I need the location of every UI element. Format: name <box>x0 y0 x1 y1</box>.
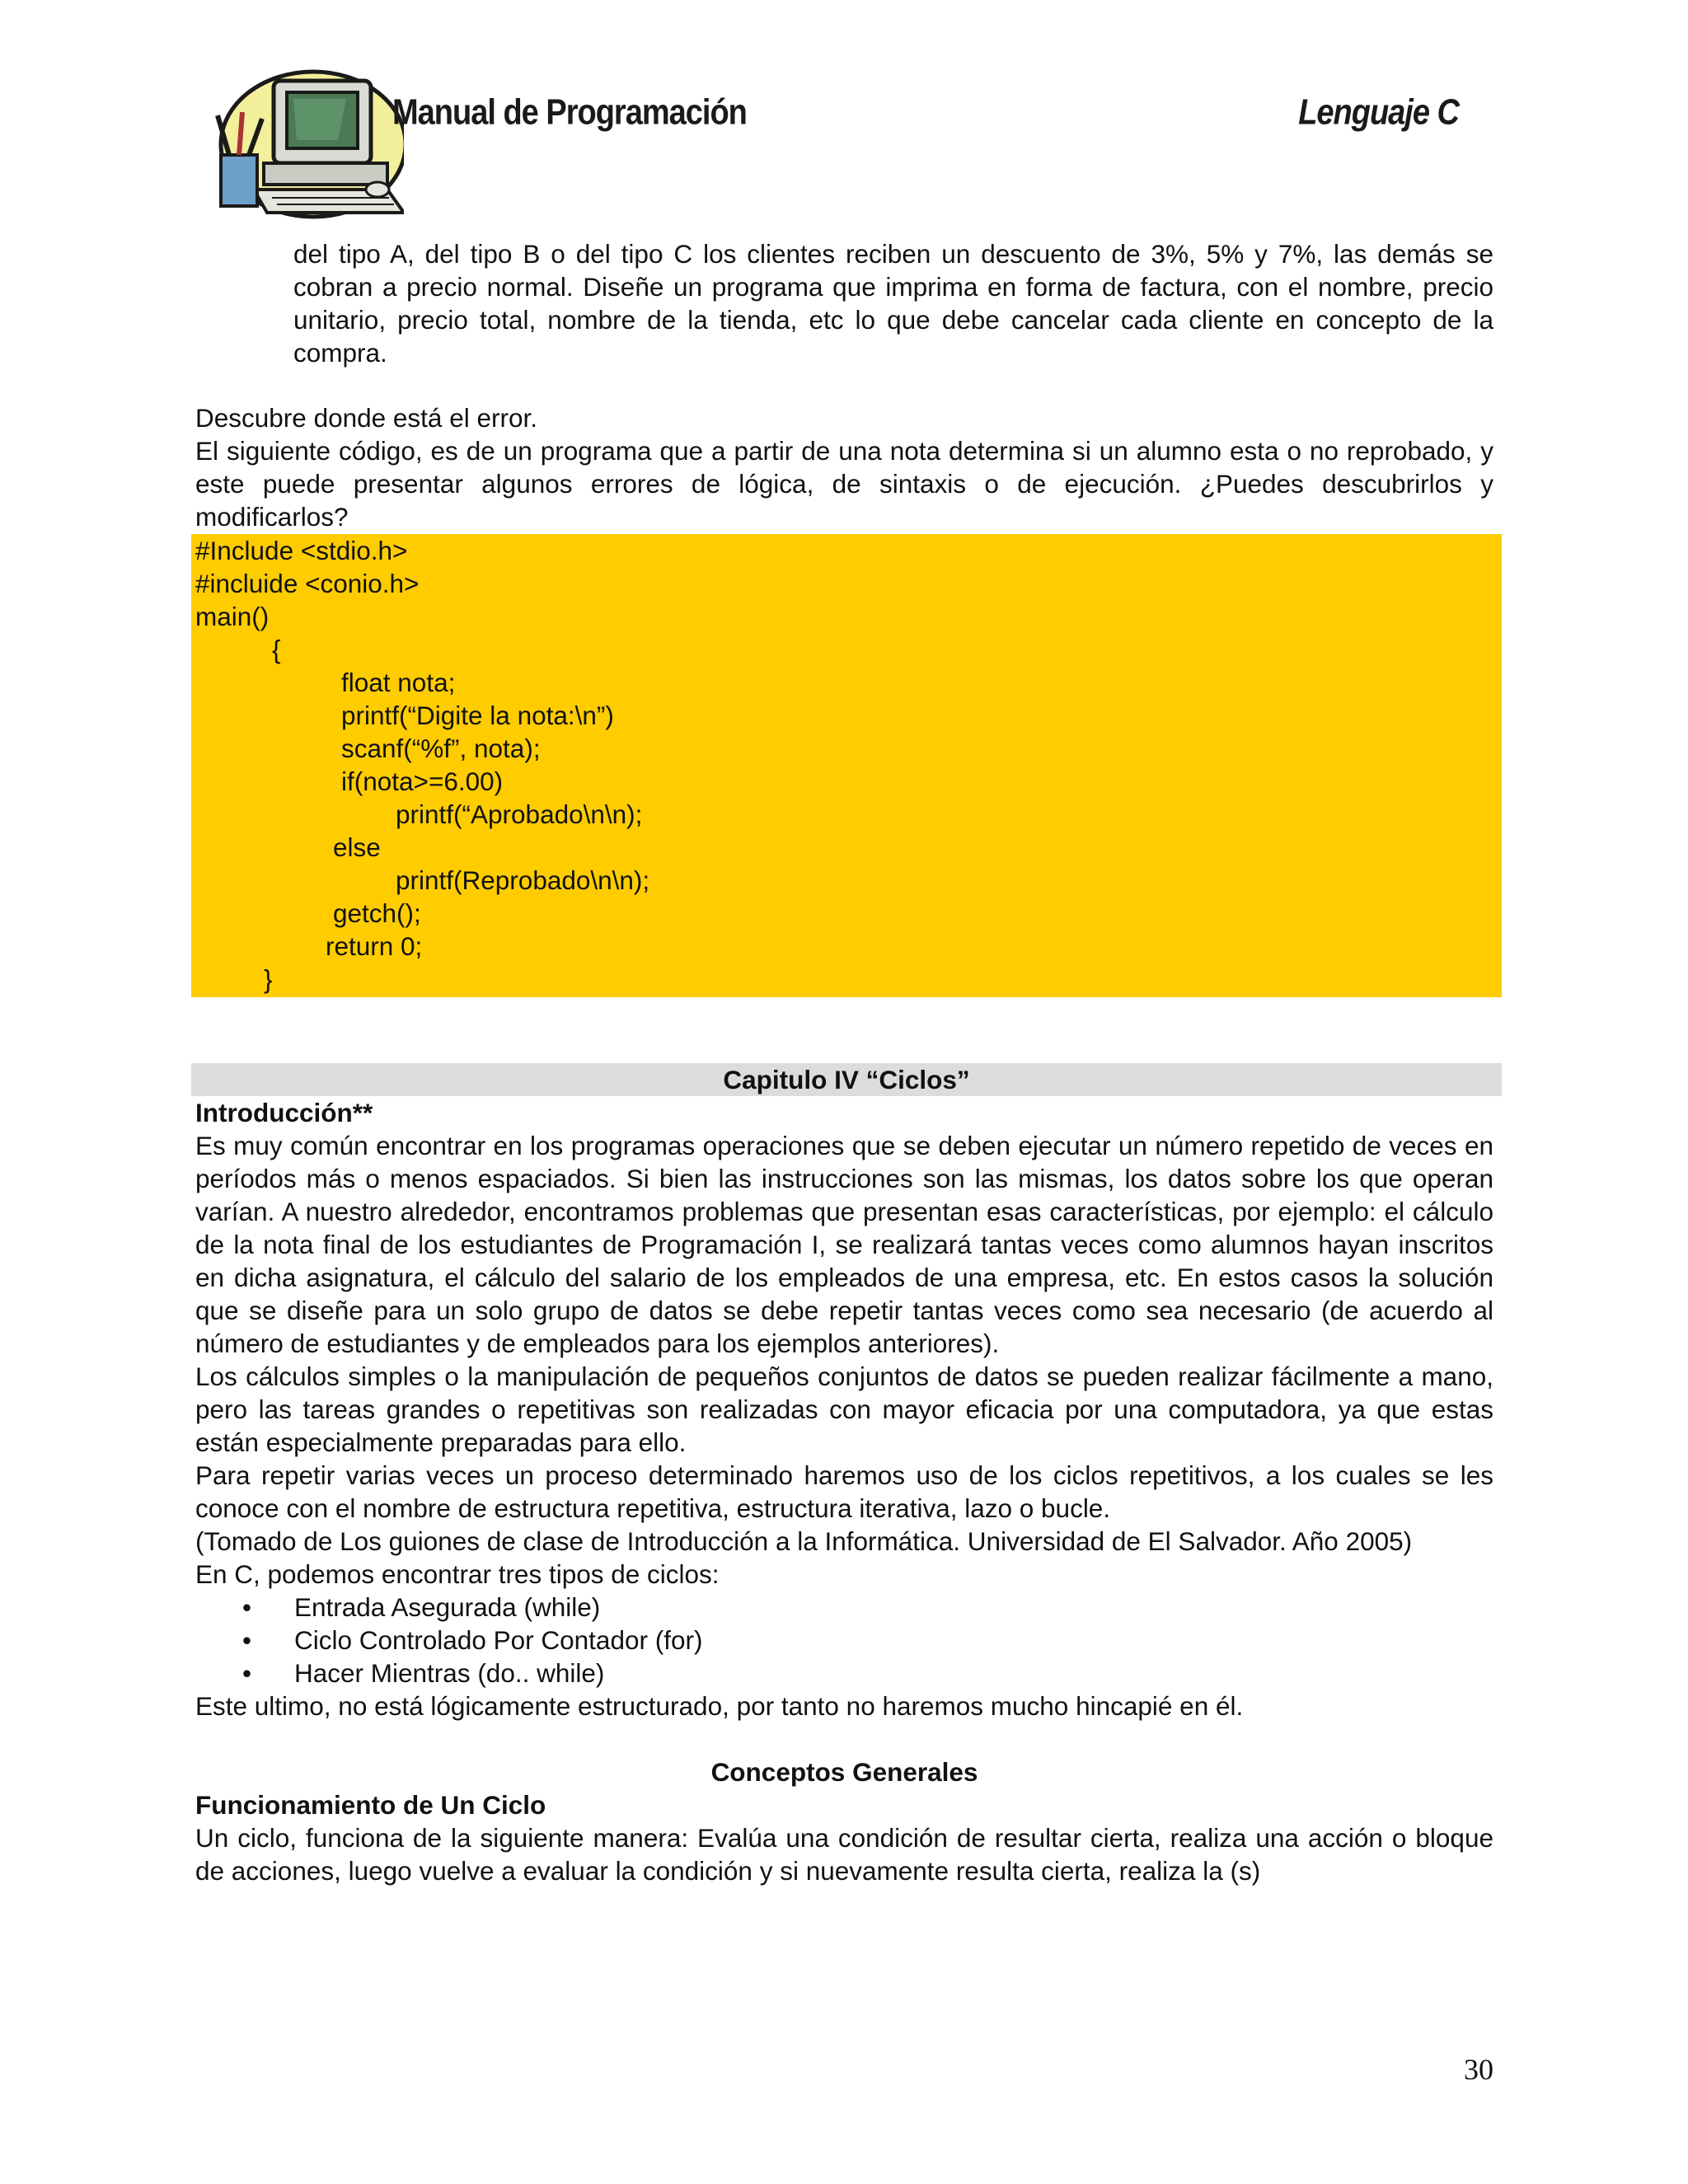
page-number: 30 <box>1464 2053 1493 2086</box>
list-item-label: Ciclo Controlado Por Contador (for) <box>294 1625 703 1655</box>
code-line: #incluide <conio.h> <box>195 569 420 598</box>
header-manual-title: Manual de Programación <box>392 92 747 134</box>
code-line: main() <box>195 602 270 631</box>
code-line: printf(Reprobado\n\n); <box>396 865 650 895</box>
error-description: El siguiente código, es de un programa que a partir de una nota determina si un alumno esta o no reprobado, y este puede presentar algunos errores de lógica, de sintaxis o de ejecución. ¿Puedes descubrirlos y modificarlos? <box>195 436 1493 532</box>
code-line: printf(“Aprobado\n\n); <box>396 799 643 829</box>
spacer <box>195 1722 1493 1755</box>
header-language-title: Lenguaje C <box>1298 92 1459 134</box>
chapter-title-bar: Capitulo IV “Ciclos” <box>191 1063 1502 1096</box>
list-item <box>195 1657 1493 1690</box>
list-item <box>195 1591 1493 1624</box>
list-item <box>195 1624 1493 1657</box>
error-section <box>195 401 1493 533</box>
concepts-heading: Conceptos Generales <box>710 1757 978 1787</box>
paragraph: Un ciclo, funciona de la siguiente manera: Evalúa una condición de resultar cierta, realiza una acción o bloque de acciones, luego vuelve a evaluar la condición y si nuevamente resulta cierta, realiza la (s) <box>195 1823 1493 1886</box>
citation-paragraph: (Tomado de Los guiones de clase de Introducción a la Informática. Universidad de El Salvador. Año 2005) <box>195 1526 1413 1556</box>
page-header <box>214 66 1500 231</box>
paragraph: Para repetir varias veces un proceso determinado haremos uso de los ciclos repetitivos, a los cuales se les conoce con el nombre de estructura repetitiva, estructura iterativa, lazo o bucle. <box>195 1460 1493 1523</box>
chapter-body <box>195 1096 1493 1887</box>
error-heading: Descubre donde está el error. <box>195 403 537 433</box>
code-line: getch(); <box>333 898 421 928</box>
bullet-icon: • <box>242 1625 252 1655</box>
paragraph: Este ultimo, no está lógicamente estructurado, por tanto no haremos mucho hincapié en él. <box>195 1691 1244 1721</box>
code-line: return 0; <box>326 931 423 961</box>
function-heading: Funcionamiento de Un Ciclo <box>195 1790 546 1820</box>
intro-heading: Introducción** <box>195 1098 373 1127</box>
loop-types-list <box>195 1591 1493 1690</box>
code-line: scanf(“%f”, nota); <box>341 733 541 763</box>
computer-clipart-icon <box>214 66 404 231</box>
code-line: #Include <stdio.h> <box>195 536 408 565</box>
paragraph: En C, podemos encontrar tres tipos de ciclos: <box>195 1559 720 1589</box>
exercise-paragraph: del tipo A, del tipo B o del tipo C los clientes reciben un descuento de 3%, 5% y 7%, las demás se cobran a precio normal. Diseñe un programa que imprima en forma de factura, con el nombre, precio unitario, precio total, nombre de la tienda, etc lo que debe cancelar cada cliente en concepto de la compra. <box>293 239 1493 368</box>
code-block <box>191 534 1502 997</box>
code-line: printf(“Digite la nota:\n”) <box>341 701 614 730</box>
bullet-icon: • <box>242 1658 252 1688</box>
paragraph: Es muy común encontrar en los programas operaciones que se deben ejecutar un número repetido de veces en períodos más o menos espaciados. Si bien las instrucciones son las mismas, los datos sobre los que operan varían. A nuestro alrededor, encontramos problemas que presentan esas características, por ejemplo: el cálculo de la nota final de los estudiantes de Programación I, se realizará tantas veces como alumnos hayan inscritos en dicha asignatura, el cálculo del salario de los empleados de una empresa, etc. En estos casos la solución que se diseñe para un solo grupo de datos se debe repetir tantas veces como sea necesario (de acuerdo al número de estudiantes y de empleados para los ejemplos anteriores). <box>195 1131 1493 1358</box>
code-line: float nota; <box>341 668 456 697</box>
code-line: else <box>333 832 381 862</box>
bullet-icon: • <box>242 1592 252 1622</box>
paragraph: Los cálculos simples o la manipulación de pequeños conjuntos de datos se pueden realizar fácilmente a mano, pero las tareas grandes o repetitivas son realizadas con mayor eficacia por una computadora, ya que estas están especialmente preparadas para ello. <box>195 1361 1493 1457</box>
code-line: { <box>272 635 281 664</box>
code-line: if(nota>=6.00) <box>341 766 504 796</box>
list-item-label: Entrada Asegurada (while) <box>294 1592 601 1622</box>
list-item-label: Hacer Mientras (do.. while) <box>294 1658 605 1688</box>
code-line: } <box>264 964 273 994</box>
